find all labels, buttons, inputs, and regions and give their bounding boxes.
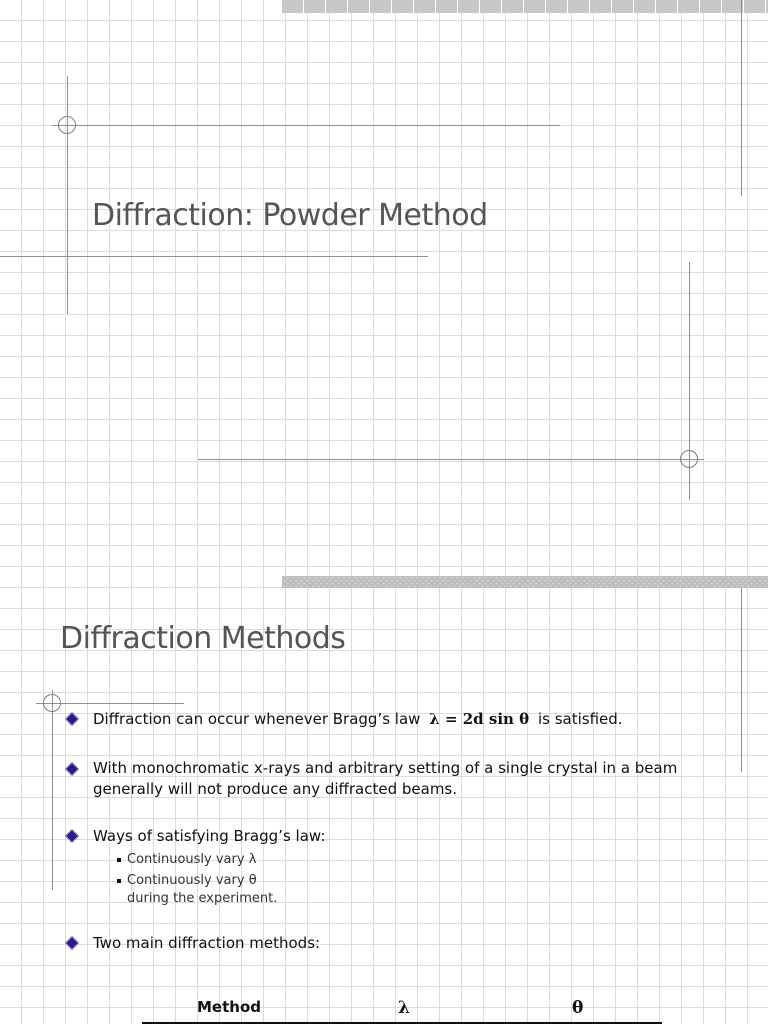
bullet-4: Two main diffraction methods: [93, 934, 321, 952]
bragg-formula: λ = 2d sin θ [429, 710, 530, 728]
slide2-decor-bar [282, 576, 768, 588]
slide2-title: Diffraction Methods [60, 621, 346, 656]
slide2-decor-circle [43, 694, 61, 712]
sub-bullet-2 [127, 872, 277, 908]
top-decor-bar [282, 0, 768, 13]
sub-bullet-1: Continuously vary λ [127, 852, 257, 867]
bullet-diamond-icon [65, 762, 79, 776]
bullet-2 [93, 758, 677, 800]
bullet-1 [93, 709, 623, 730]
decor-hline-top [52, 125, 560, 126]
bullet-diamond-icon [65, 936, 79, 950]
bullet-2-line-2: generally will not produce any diffracted beams. [93, 780, 458, 798]
slide2-right-edge-line [741, 588, 742, 772]
table-header-lambda: λ [398, 998, 410, 1018]
decor-vline-left [67, 76, 68, 314]
bullet-1-text: Diffraction can occur whenever Bragg’s law [93, 710, 421, 728]
slide1-title: Diffraction: Powder Method [92, 198, 488, 233]
right-edge-line [741, 0, 742, 196]
bullet-1-text-end: is satisfied. [537, 710, 623, 728]
bullet-diamond-icon [65, 712, 79, 726]
sub-bullet-square-icon [117, 858, 121, 862]
slide2-decor-vline [52, 690, 53, 890]
decor-circle-bottom-right [680, 450, 698, 468]
decor-hline-mid [0, 256, 428, 257]
table-header-method: Method [197, 998, 261, 1016]
sub-bullet-square-icon [117, 879, 121, 883]
decor-hline-bottom [198, 459, 704, 460]
sub-bullet-2-line-1: Continuously vary θ [127, 873, 257, 888]
decor-circle-top-left [58, 116, 76, 134]
bullet-2-line-1: With monochromatic x-rays and arbitrary setting of a single crystal in a beam [93, 759, 678, 777]
bullet-3: Ways of satisfying Bragg’s law: [93, 827, 326, 845]
sub-bullet-2-line-2: during the experiment. [127, 891, 278, 906]
bullet-diamond-icon [65, 829, 79, 843]
table-header-theta: θ [572, 998, 584, 1018]
